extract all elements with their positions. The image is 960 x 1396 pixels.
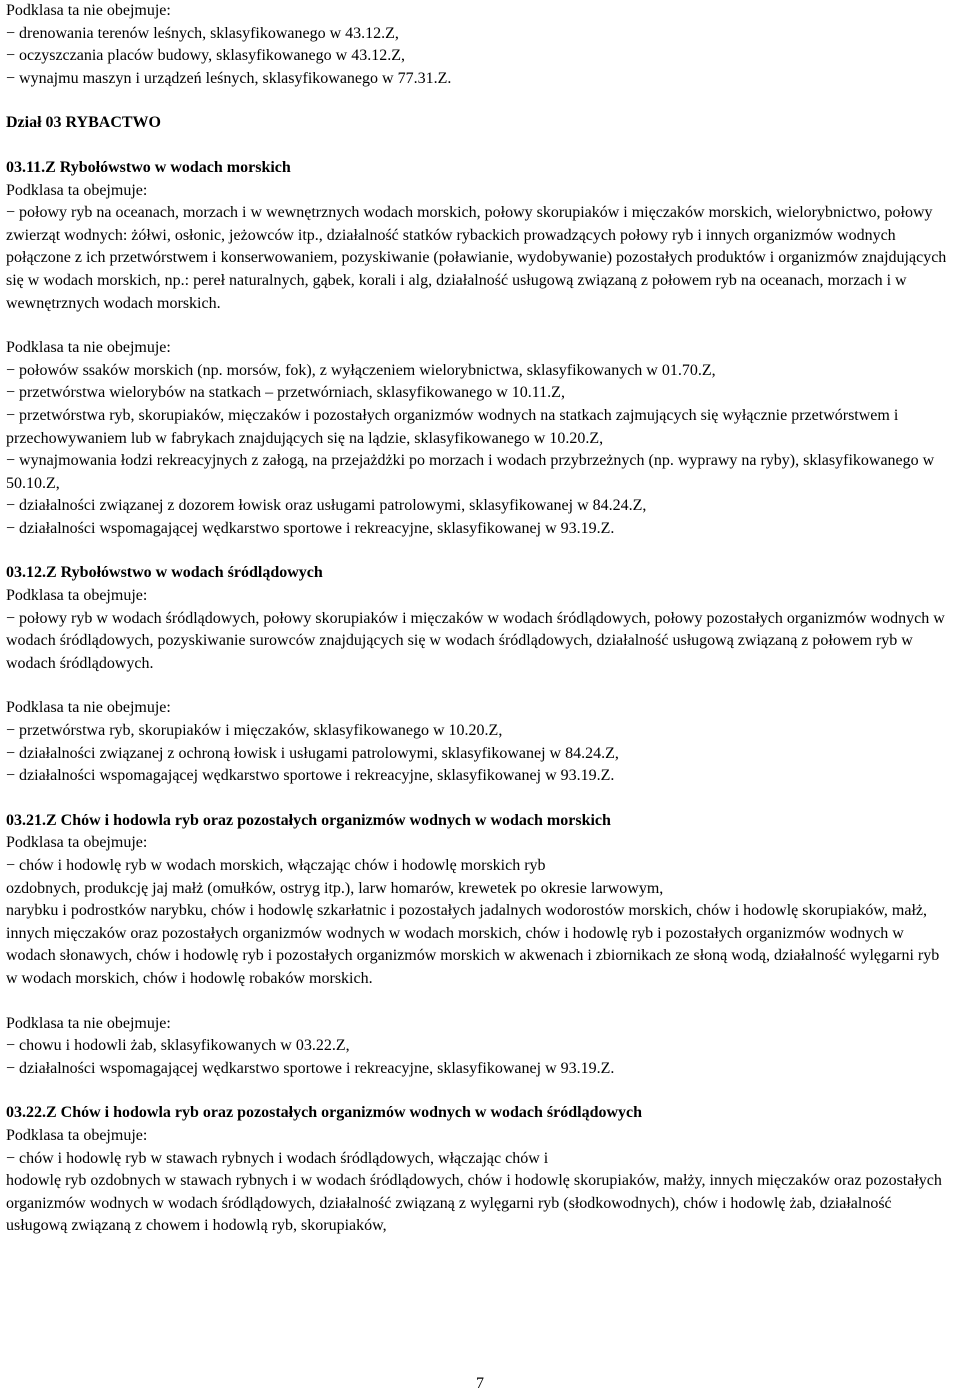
text-line: − działalności wspomagającej wędkarstwo sportowe i rekreacyjne, sklasyfikowanej w 93.19.Z. [6, 519, 615, 537]
text-line: Podklasa ta nie obejmuje: [6, 339, 171, 357]
text-line: − oczyszczania placów budowy, sklasyfikowanego w 43.12.Z, [6, 47, 405, 65]
text-line: − przetwórstwa ryb, skorupiaków i mięczaków, sklasyfikowanego w 10.20.Z, [6, 722, 503, 740]
text-line: ozdobnych, produkcję jaj małż (omułków, ostryg itp.), larw homarów, krewetek po okresie larwowym, [6, 879, 664, 897]
section-heading: 03.12.Z Rybołówstwo w wodach śródlądowych [6, 564, 323, 582]
text-line: hodowlę ryb ozdobnych w stawach rybnych i w wodach śródlądowych, chów i hodowlę skorupiaków, małży, innych mięczaków oraz pozostałych organizmów wodnych w wodach śródlądowych, działalność związaną z wylęgarni ryb (słodkowodnych), chów i hodowlę żab, działalność usługową związaną z chowem i hodowlą ryb, skorupiaków, [6, 1172, 942, 1235]
text-line: − działalności związanej z dozorem łowisk oraz usługami patrolowymi, sklasyfikowanej w 84.24.Z, [6, 497, 647, 515]
text-line: − połowy ryb w wodach śródlądowych, połowy skorupiaków i mięczaków w wodach śródlądowych, połowy pozostałych organizmów wodnych w wodach śródlądowych, pozyskiwanie surowców znajdujących się w wodach śródlądowych, działalność usługową związaną z połowem ryb w wodach śródlądowych. [6, 609, 945, 672]
text-line: − chów i hodowlę ryb w wodach morskich, włączając chów i hodowlę morskich ryb [6, 857, 546, 874]
text-line: Podklasa ta obejmuje: [6, 587, 148, 605]
text-line: Podklasa ta obejmuje: [6, 181, 148, 199]
paragraph-gap [6, 1080, 954, 1102]
text-line: narybku i podrostków narybku, chów i hodowlę szkarłatnic i pozostałych jadalnych wodorostów morskich, chów i hodowlę skorupiaków, małż, innych mięczaków oraz pozostałych organizmów wodnych w wodach morskich, chów i hodowlę ryb i pozostałych organizmów wodnych w wodach słonawych, chów i hodowlę ryb i pozostałych organizmów morskich w akwenach i zbiornikach ze słoną wodą, działalność wylęgarni ryb w wodach morskich, chów i hodowlę robaków morskich. [6, 902, 940, 987]
section-heading: Dział 03 RYBACTWO [6, 114, 161, 132]
section-heading: 03.22.Z Chów i hodowla ryb oraz pozostałych organizmów wodnych w wodach śródlądowych [6, 1104, 643, 1122]
text-line: − połowów ssaków morskich (np. morsów, fok), z wyłączeniem wielorybnictwa, sklasyfikowanych w 01.70.Z, [6, 361, 716, 379]
text-line: Podklasa ta obejmuje: [6, 834, 148, 852]
text-line: − połowy ryb na oceanach, morzach i w wewnętrznych wodach morskich, połowy skorupiaków i mięczaków morskich, wielorybnictwo, połowy zwierząt wodnych: żółwi, osłonic, jeżowców itp., działalność statków rybackich prowadzących połowy ryb i innych organizmów wodnych połączone z ich przetwórstwem i konserwowaniem, pozyskiwanie (poławianie, wydobywanie) pozostałych produktów i organizmów znajdujących się w wodach morskich, np.: pereł naturalnych, gąbek, korali i alg, działalność usługową związaną z połowem ryb na oceanach, morzach i w wewnętrznych wodach morskich. [6, 204, 947, 312]
paragraph-gap [6, 135, 954, 157]
paragraph-gap [6, 315, 954, 337]
section-heading: 03.21.Z Chów i hodowla ryb oraz pozostałych organizmów wodnych w wodach morskich [6, 811, 611, 829]
text-line: Podklasa ta nie obejmuje: [6, 2, 171, 19]
text-line: − działalności wspomagającej wędkarstwo sportowe i rekreacyjne, sklasyfikowanej w 93.19.Z. [6, 1059, 615, 1077]
text-line: − chowu i hodowli żab, sklasyfikowanych w 03.22.Z, [6, 1037, 350, 1055]
text-line: − wynajmowania łodzi rekreacyjnych z załogą, na przejażdżki po morzach i wodach przybrzeżnych (np. wyprawy na ryby), sklasyfikowanego w 50.10.Z, [6, 452, 935, 492]
section-heading: 03.11.Z Rybołówstwo w wodach morskich [6, 158, 291, 176]
paragraph-gap [6, 991, 954, 1013]
text-line: − działalności związanej z ochroną łowisk i usługami patrolowymi, sklasyfikowanej w 84.24.Z, [6, 744, 619, 762]
text-line: − wynajmu maszyn i urządzeń leśnych, sklasyfikowanego w 77.31.Z. [6, 69, 452, 87]
paragraph-gap [6, 90, 954, 112]
document-page [6, 0, 954, 1238]
page-number: 7 [476, 1375, 484, 1392]
paragraph-gap [6, 675, 954, 697]
text-line: Podklasa ta nie obejmuje: [6, 1014, 171, 1032]
text-line: − drenowania terenów leśnych, sklasyfikowanego w 43.12.Z, [6, 24, 399, 42]
paragraph-gap [6, 540, 954, 562]
text-line: − przetwórstwa ryb, skorupiaków, mięczaków i pozostałych organizmów wodnych na statkach zajmujących się wyłącznie przetwórstwem i przechowywaniem lub w fabrykach znajdujących się na lądzie, sklasyfikowanego w 10.20.Z, [6, 406, 899, 447]
text-line: − przetwórstwa wielorybów na statkach – przetwórniach, sklasyfikowanego w 10.11.Z, [6, 384, 565, 402]
text-line: Podklasa ta obejmuje: [6, 1126, 148, 1144]
text-line: − chów i hodowlę ryb w stawach rybnych i wodach śródlądowych, włączając chów i [6, 1149, 549, 1167]
paragraph-gap [6, 788, 954, 810]
text-line: − działalności wspomagającej wędkarstwo sportowe i rekreacyjne, sklasyfikowanej w 93.19.Z. [6, 767, 615, 785]
text-line: Podklasa ta nie obejmuje: [6, 699, 171, 717]
